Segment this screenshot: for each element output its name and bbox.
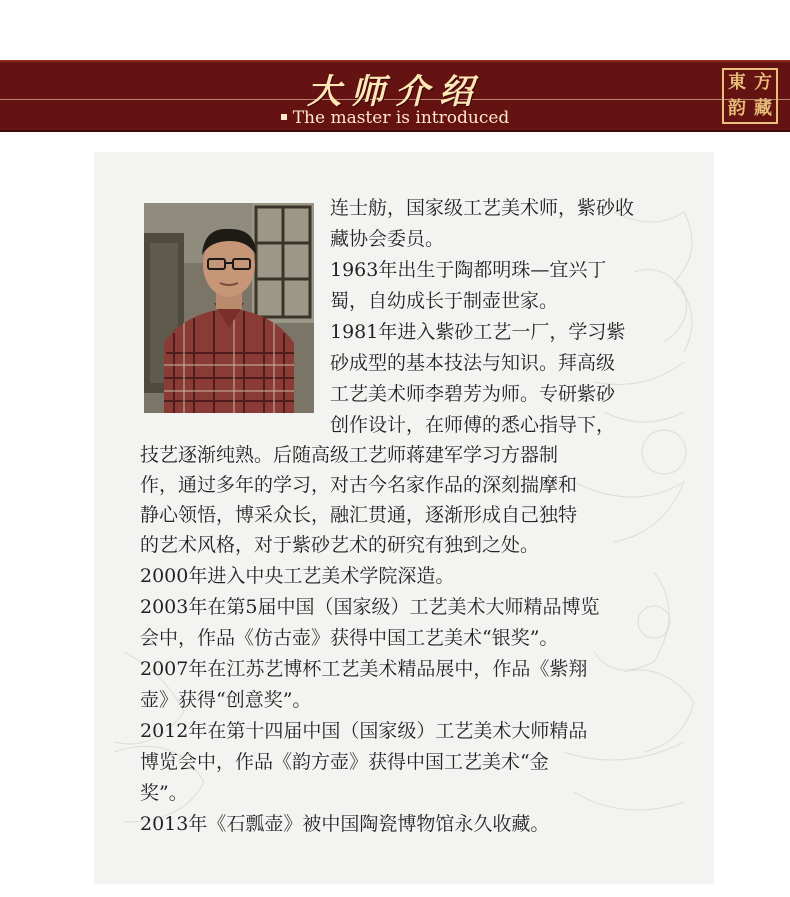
bio-line: 创作设计，在师傅的悉心指导下， [330,414,616,436]
bio-line: 连士舫，国家级工艺美术师，紫砂收 [330,197,635,219]
seal-char: 藏 [754,98,772,119]
bio-line: 技艺逐渐纯熟。后随高级工艺师蒋建军学习方器制 [140,444,559,466]
seal-char: 韵 [728,98,746,119]
bio-line: 作，通过多年的学习，对古今名家作品的深刻揣摩和 [140,474,578,496]
bio-line: 静心领悟，博采众长，融汇贯通，逐渐形成自己独特 [140,504,578,526]
page-title: 大师介绍 [307,72,483,112]
bio-line: 砂成型的基本技法与知识。拜高级 [330,352,616,374]
bio-line: 会中，作品《仿古壶》获得中国工艺美术“银奖”。 [140,627,559,649]
bio-line: 2000年进入中央工艺美术学院深造。 [140,565,455,587]
bio-line: 壶》获得“创意奖”。 [140,689,312,711]
bio-line: 蜀，自幼成长于制壶世家。 [330,290,559,312]
bio-line: 的艺术风格，对于紫砂艺术的研究有独到之处。 [140,534,540,556]
bio-line: 奖”。 [140,782,188,804]
bio-line: 2012年在第十四届中国（国家级）工艺美术大师精品 [140,720,588,742]
bio-line: 2003年在第5届中国（国家级）工艺美术大师精品博览 [140,596,600,618]
bio-line: 1981年进入紫砂工艺一厂，学习紫 [330,321,626,343]
subtitle-text: The master is introduced [292,108,510,128]
bio-line: 2013年《石瓢壶》被中国陶瓷博物馆永久收藏。 [140,813,550,835]
bio-line: 藏协会委员。 [330,228,445,250]
bio-line: 1963年出生于陶都明珠—宜兴丁 [330,259,607,281]
seal-char: 方 [754,72,772,93]
bio-line: 2007年在江苏艺博杯工艺美术精品展中，作品《紫翔 [140,658,588,680]
bio-line: 工艺美术师李碧芳为师。专研紫砂 [330,383,616,405]
seal-char: 東 [728,72,746,93]
bio-line: 博览会中，作品《韵方壶》获得中国工艺美术“金 [140,751,549,773]
